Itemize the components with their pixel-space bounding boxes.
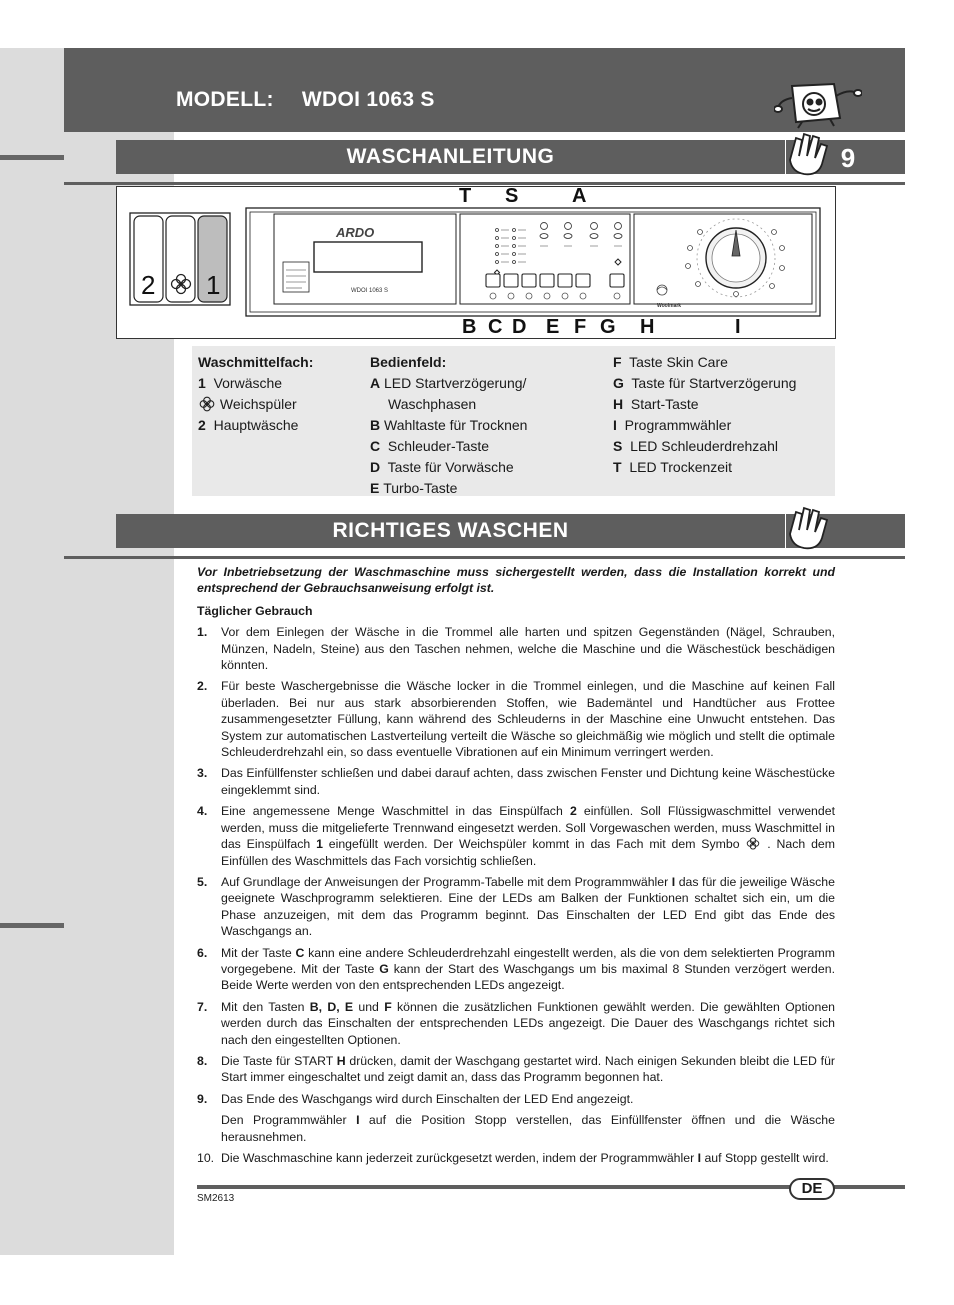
list-item [197,765,835,798]
legend-key: H [613,396,624,412]
item-text: Das Einfüllfenster schließen und dabei darauf achten, dass zwischen Fenster und Dichtung keine Wäschestücke eingeklemmt sind. [221,766,835,797]
list-item [197,1112,835,1145]
legend-item [370,394,527,415]
callout-letter-h: H [640,316,655,338]
legend-heading: Bedienfeld: [370,354,447,370]
flower-icon [745,837,761,850]
section-rule [64,182,905,185]
legend-text: LED Startverzögerung/ [384,375,527,391]
item-text: Mit der Taste C kann eine andere Schleuderdrehzahl eingestellt werden, als die von dem selektierten Programm vorgegebene. Mit der Taste G kann der Start des Waschgangs um bis maximal 8 Stunden verzögert werden. Beide Werte werden von den entsprechenden LEDs angezeigt. [221,945,835,993]
callout-letter-e: E [546,316,560,338]
margin-tick [0,155,64,160]
legend-text: LED Trockenzeit [629,459,733,475]
hand-icon [786,130,836,178]
item-number: 1. [197,625,208,640]
callout-letter-b: B [462,316,477,338]
legend-text: Turbo-Taste [383,480,458,496]
legend-item [613,436,796,457]
legend-text: Wahltaste für Trocknen [384,417,528,433]
callout-letter-c: C [488,316,503,338]
item-number: 2. [197,679,208,694]
item-text: Mit den Tasten B, D, E und F können die zusätzlichen Funktionen gewählt werden. Die gewählten Optionen werden durch das Einschalten der entsprechenden LEDs angezeigt. Die Dauer des Waschgangs richtet sich nach den eingestellten Optionen. [221,999,835,1047]
legend-column-detergent [198,352,313,436]
legend-text: Weichspüler [219,396,297,412]
legend-column-panel [370,352,527,499]
list-item [197,999,835,1048]
intro-paragraph: Vor Inbetriebsetzung der Waschmaschine muss sichergestellt werden, dass die Installation korrekt und entsprechend der Gebrauchsanweisung erfolgt ist. [197,565,835,596]
legend-key: T [613,459,622,475]
model-value: WDOI 1063 S [301,88,435,111]
hand-icon [786,504,836,552]
legend-item [613,394,796,415]
item-text: Eine angemessene Menge Waschmittel in das Einspülfach 2 einfüllen. Soll Flüssigwaschmittel verwendet werden, muss die mitgelieferte Trennwand eingesetzt werden. Soll Vorgewaschen werden, muss Waschmittel in das Einspülfach 1 eingefüllt werden. Der Weichspüler kommt in das Fach mit dem Symbo . Nach dem Einfüllen des Waschmittels das Fach vorsichtig schließen. [221,804,835,868]
legend-text: Waschphasen [388,396,477,412]
legend-item [198,373,313,394]
woolmark-label: Woolmark [657,303,682,309]
item-number: 10. [197,1151,215,1165]
legend-text: Start-Taste [630,396,699,412]
legend-item [198,415,313,436]
legend-key: B [370,417,381,433]
legend-text: LED Schleuderdrehzahl [630,438,778,454]
legend-text: Programmwähler [624,417,732,433]
item-text: Die Waschmaschine kann jederzeit zurückgesetzt werden, indem der Programmwähler I auf Stopp gestellt wird. [221,1151,829,1165]
legend-heading: Waschmittelfach: [198,354,314,370]
list-item [197,1150,835,1166]
legend-item [370,415,527,436]
brand-logo: ARDO [336,225,375,240]
legend-key: S [613,438,623,454]
model-heading [176,88,435,112]
item-number: 5. [197,874,208,889]
legend-item [613,457,796,478]
drawer-compartment-2: 2 [141,270,156,300]
item-number [197,1112,221,1145]
list-item [197,874,835,940]
model-label: MODELL: [176,88,274,111]
document-code: SM2613 [197,1193,235,1204]
item-text: Die Taste für START H drücken, damit der Waschgang gestartet wird. Nach einigen Sekunden bleibt die LED für Start immer eingeschaltet und zeigt damit an, dass das Programm begonnen hat. [221,1053,835,1085]
legend-item [370,478,527,499]
legend-key: 1 [198,375,206,391]
legend-item [370,457,527,478]
item-text: Den Programmwähler I auf die Position Stopp verstellen, das Einfüllfenster öffnen und die Wäsche herausnehmen. [221,1113,835,1144]
item-number: 9. [197,1091,208,1106]
legend-column-panel-continued [613,352,796,478]
list-item [197,945,835,994]
legend-key: F [613,354,622,370]
list-item [197,1091,835,1107]
callout-letter-d: D [512,316,527,338]
section-rule [64,556,905,559]
item-text: Das Ende des Waschgangs wird durch Einschalten der LED End angezeigt. [221,1091,634,1106]
list-item [197,803,835,869]
language-badge: DE [789,1178,835,1200]
legend-text: Taste für Vorwäsche [387,459,514,475]
legend-item [613,415,796,436]
subheading: Täglicher Gebrauch [197,603,313,618]
item-text: Für beste Waschergebnisse die Wäsche locker in die Trommel einlegen, und die Maschine auf keinen Fall überladen. Bei nur aus stark absorbierenden Stoffen, wie Bademäntel und Handtücher aus Frottee zusammengesetzter Füllung, kann während des Schleuderns in der Maschine eine Unwucht entstehen. Das System zur automatischen Lastverteilung verteilt die Wäsche so gleichmäßig wie möglich und stellt die optimale Schleuderdrehzahl ein, so dass eventuelle Vibrationen auf ein Minimum verringert werden. [221,679,835,760]
legend-text: Schleuder-Taste [387,438,490,454]
section-title-bar-end [833,514,905,548]
callout-letter-a: A [572,185,587,207]
callout-letter-g: G [600,316,616,338]
section-title-bar: RICHTIGES WASCHEN [116,514,785,548]
item-text: Auf Grundlage der Anweisungen der Programm-Tabelle mit dem Programmwähler I das für die jeweilige Wäsche geeignete Waschprogramm selektieren. Eine der LEDs am Balken der Funktionen schaltet sich ein, um die Phase anzuzeigen, mit dem das Programm beginnt. Das Einschalten der LED End gibt das Ende des Waschgangs an. [221,874,835,939]
list-item [197,624,835,673]
legend-item [198,394,313,415]
item-number: 4. [197,804,208,819]
instructions-body [197,564,835,1171]
callout-letter-i: I [735,316,741,338]
margin-tick [0,923,64,928]
legend-key: 2 [198,417,206,433]
list-item [197,1053,835,1086]
legend-box [192,346,835,496]
item-number: 7. [197,999,208,1014]
callout-letter-f: F [574,316,587,338]
section-title-bar: WASCHANLEITUNG [116,140,785,174]
legend-key: I [613,417,617,433]
legend-text: Hauptwäsche [213,417,299,433]
item-text: Vor dem Einlegen der Wäsche in die Trommel alle harten und spitzen Gegenständen (Nägel, Schrauben, Münzen, Nadeln, Steine) aus den Taschen nehmen, welche die Maschine und die Wäschestück beschädigen könnten. [221,625,835,673]
legend-key: E [370,480,380,496]
legend-key: A [370,375,381,391]
panel-model-label: WDOI 1063 S [351,288,389,294]
legend-text: Taste für Startverzögerung [631,375,797,391]
legend-text: Taste Skin Care [629,354,728,370]
page-number: 9 [840,143,856,173]
legend-text: Vorwäsche [213,375,283,391]
legend-item [370,373,527,394]
callout-letter-s: S [505,185,519,207]
legend-item [613,352,796,373]
legend-key: D [370,459,381,475]
legend-key: C [370,438,381,454]
item-number: 8. [197,1053,208,1068]
callout-letter-t: T [459,185,472,207]
list-item [197,678,835,760]
item-number: 6. [197,945,208,960]
washing-machine-mascot-icon [774,78,862,130]
item-number: 3. [197,766,208,781]
drawer-compartment-1: 1 [206,270,221,300]
legend-item [370,436,527,457]
legend-item [613,373,796,394]
legend-key: G [613,375,624,391]
flower-icon [198,396,216,412]
